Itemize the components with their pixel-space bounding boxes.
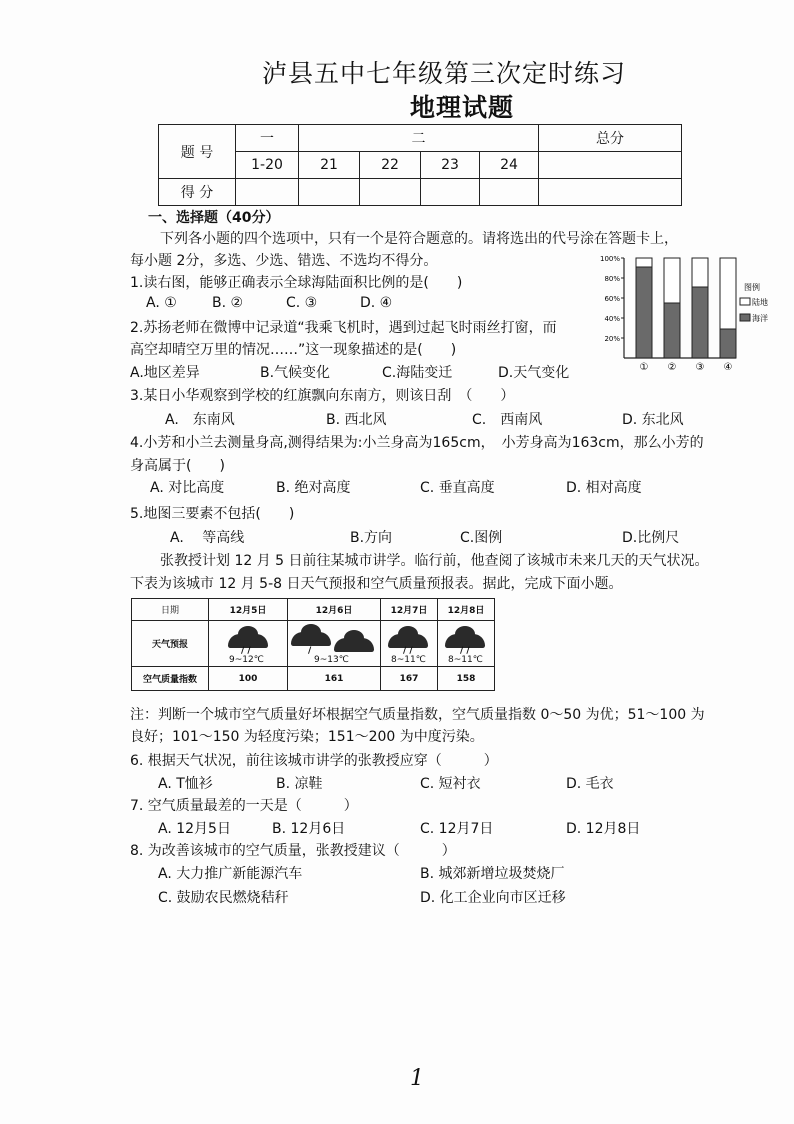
q1-option-b: B. ② — [212, 295, 244, 311]
score-col: 24 — [480, 152, 539, 179]
score-table-section1: 一 — [236, 125, 299, 152]
weather-date: 12月5日 — [209, 599, 288, 621]
note-text: 良好；101～150 为轻度污染；151～200 为中度污染。 — [130, 729, 484, 745]
score-cell — [236, 179, 299, 206]
bar-sea — [720, 329, 736, 358]
q2-stem: 高空却晴空万里的情况……”这一现象描述的是( ) — [130, 342, 457, 358]
weather-forecast-label: 天气预报 — [132, 621, 209, 667]
rain-drops-icon: / / — [460, 645, 470, 656]
weather-temp: 9~12℃ — [229, 654, 264, 665]
score-cell — [299, 179, 360, 206]
q1-stem: 1.读右图，能够正确表示全球海陆面积比例的是( ) — [130, 275, 463, 291]
q5-option-c: C.图例 — [460, 530, 503, 546]
chart-bars — [636, 258, 736, 373]
q1-option-d: D. ④ — [360, 295, 393, 311]
weather-forecast-cell — [209, 621, 288, 667]
weather-aqi: 167 — [381, 667, 438, 691]
bar-sea — [692, 287, 708, 358]
weather-date: 12月6日 — [288, 599, 381, 621]
q5-option-b: B.方向 — [350, 530, 393, 546]
score-col: 23 — [421, 152, 480, 179]
score-col: 21 — [299, 152, 360, 179]
q2-option-a: A.地区差异 — [130, 365, 200, 381]
q8-option-b: B. 城郊新增垃圾焚烧厂 — [420, 866, 565, 882]
q5-option-d: D.比例尺 — [622, 530, 680, 546]
bar-land — [636, 258, 652, 267]
q7-option-a: A. 12月5日 — [158, 821, 231, 837]
score-table-row-label: 题 号 — [159, 125, 236, 179]
legend-label: 海洋 — [752, 314, 768, 323]
score-table-section2: 二 — [299, 125, 539, 152]
q3-option-b: B. 西北风 — [326, 412, 387, 428]
q1-option-c: C. ③ — [286, 295, 318, 311]
weather-table — [131, 598, 495, 691]
q2-option-d: D.天气变化 — [498, 365, 570, 381]
q2-option-b: B.气候变化 — [260, 365, 331, 381]
weather-date: 12月7日 — [381, 599, 438, 621]
rain-drops-icon: / / — [403, 645, 413, 656]
weather-temp: 9~13℃ — [314, 654, 349, 665]
x-tick-label: ④ — [723, 362, 733, 373]
x-tick-label: ② — [667, 362, 677, 373]
weather-aqi: 158 — [438, 667, 495, 691]
q3-option-c: C. 西南风 — [472, 412, 543, 428]
q4-option-a: A. 对比高度 — [150, 480, 225, 496]
q3-option-d: D. 东北风 — [622, 412, 684, 428]
bar-land — [664, 258, 680, 303]
rain-cloud-icon — [291, 632, 331, 646]
q8-stem: 8. 为改善该城市的空气质量，张教授建议（ ） — [130, 843, 456, 859]
note-text: 注：判断一个城市空气质量好坏根据空气质量指数，空气质量指数 0～50 为优；51～100 为 — [130, 707, 705, 723]
q4-option-b: B. 绝对高度 — [276, 480, 351, 496]
y-tick-label: 40% — [604, 315, 620, 323]
weather-header-label: 日期 — [132, 599, 209, 621]
rain-drops-icon: / / — [241, 645, 251, 656]
section1-intro: 下列各小题的四个选项中，只有一个是符合题意的。请将选出的代号涂在答题卡上， — [160, 231, 678, 247]
score-table — [158, 124, 682, 206]
score-cell — [421, 179, 480, 206]
bar-land — [720, 258, 736, 329]
section1-heading: 一、选择题（40分） — [148, 210, 280, 226]
q7-option-d: D. 12月8日 — [566, 821, 641, 837]
weather-forecast-cell — [288, 621, 381, 667]
exam-subtitle: 地理试题 — [410, 93, 515, 122]
q1-option-a: A. ① — [146, 295, 177, 311]
bar-sea — [636, 267, 652, 358]
score-col: 22 — [360, 152, 421, 179]
q3-option-a: A. 东南风 — [165, 412, 235, 428]
q6-option-b: B. 凉鞋 — [276, 776, 323, 792]
score-table-total: 总分 — [539, 125, 682, 152]
score-cell — [480, 179, 539, 206]
q5-stem: 5.地图三要素不包括( ) — [130, 506, 295, 522]
score-col: 1-20 — [236, 152, 299, 179]
q2-stem: 2.苏扬老师在微博中记录道“我乘飞机时，遇到过起飞时雨丝打窗，而 — [130, 320, 557, 336]
chart-legend — [740, 282, 768, 323]
cloud-icon — [334, 638, 374, 652]
score-total-cell — [539, 152, 682, 179]
bar-sea — [664, 303, 680, 358]
score-cell — [360, 179, 421, 206]
weather-date: 12月8日 — [438, 599, 495, 621]
legend-swatch — [740, 298, 750, 305]
weather-temp: 8~11℃ — [391, 654, 426, 665]
q4-option-c: C. 垂直高度 — [420, 480, 495, 496]
exam-title: 泸县五中七年级第三次定时练习 — [262, 59, 627, 88]
bar-land — [692, 258, 708, 287]
q4-stem: 4.小芳和小兰去测量身高,测得结果为:小兰身高为165cm， 小芳身高为163cm，那么小芳的 — [130, 435, 704, 451]
land-sea-ratio-chart — [594, 252, 774, 374]
q5-option-a: A. 等高线 — [170, 530, 245, 546]
rain-drops-icon: / — [308, 645, 312, 656]
legend-title: 图例 — [744, 283, 760, 292]
page-number: 1 — [410, 1066, 424, 1091]
y-tick-label: 20% — [604, 335, 620, 343]
q6-option-d: D. 毛衣 — [566, 776, 614, 792]
q7-option-c: C. 12月7日 — [420, 821, 494, 837]
legend-label: 陆地 — [752, 298, 768, 307]
weather-forecast-cell — [438, 621, 495, 667]
q8-option-d: D. 化工企业向市区迁移 — [420, 890, 566, 906]
weather-aqi: 100 — [209, 667, 288, 691]
q3-stem: 3.某日小华观察到学校的红旗飘向东南方，则该日刮 （ ） — [130, 388, 515, 404]
q2-option-c: C.海陆变迁 — [382, 365, 453, 381]
passage-text: 下表为该城市 12 月 5-8 日天气预报和空气质量预报表。据此，完成下面小题。 — [130, 576, 623, 592]
q7-option-b: B. 12月6日 — [272, 821, 346, 837]
weather-aqi: 161 — [288, 667, 381, 691]
score-table-score-label: 得 分 — [159, 179, 236, 206]
y-tick-label: 60% — [604, 295, 620, 303]
y-tick-label: 100% — [599, 255, 620, 263]
q6-option-c: C. 短衬衣 — [420, 776, 481, 792]
q4-stem: 身高属于( ) — [130, 458, 225, 474]
weather-temp: 8~11℃ — [448, 654, 483, 665]
weather-forecast-cell — [381, 621, 438, 667]
y-tick-label: 80% — [604, 275, 620, 283]
q4-option-d: D. 相对高度 — [566, 480, 642, 496]
section1-intro: 每小题 2分，多选、少选、错选、不选均不得分。 — [130, 253, 438, 269]
legend-swatch — [740, 314, 750, 321]
q6-stem: 6. 根据天气状况，前往该城市讲学的张教授应穿（ ） — [130, 753, 498, 769]
q8-option-a: A. 大力推广新能源汽车 — [158, 866, 303, 882]
weather-aqi-label: 空气质量指数 — [132, 667, 209, 691]
score-cell — [539, 179, 682, 206]
passage-text: 张教授计划 12 月 5 日前往某城市讲学。临行前，他查阅了该城市未来几天的天气状况。 — [160, 553, 709, 569]
x-tick-label: ③ — [695, 362, 705, 373]
x-tick-label: ① — [639, 362, 649, 373]
q6-option-a: A. T恤衫 — [158, 776, 213, 792]
q8-option-c: C. 鼓励农民燃烧秸秆 — [158, 890, 289, 906]
q7-stem: 7. 空气质量最差的一天是（ ） — [130, 798, 358, 814]
